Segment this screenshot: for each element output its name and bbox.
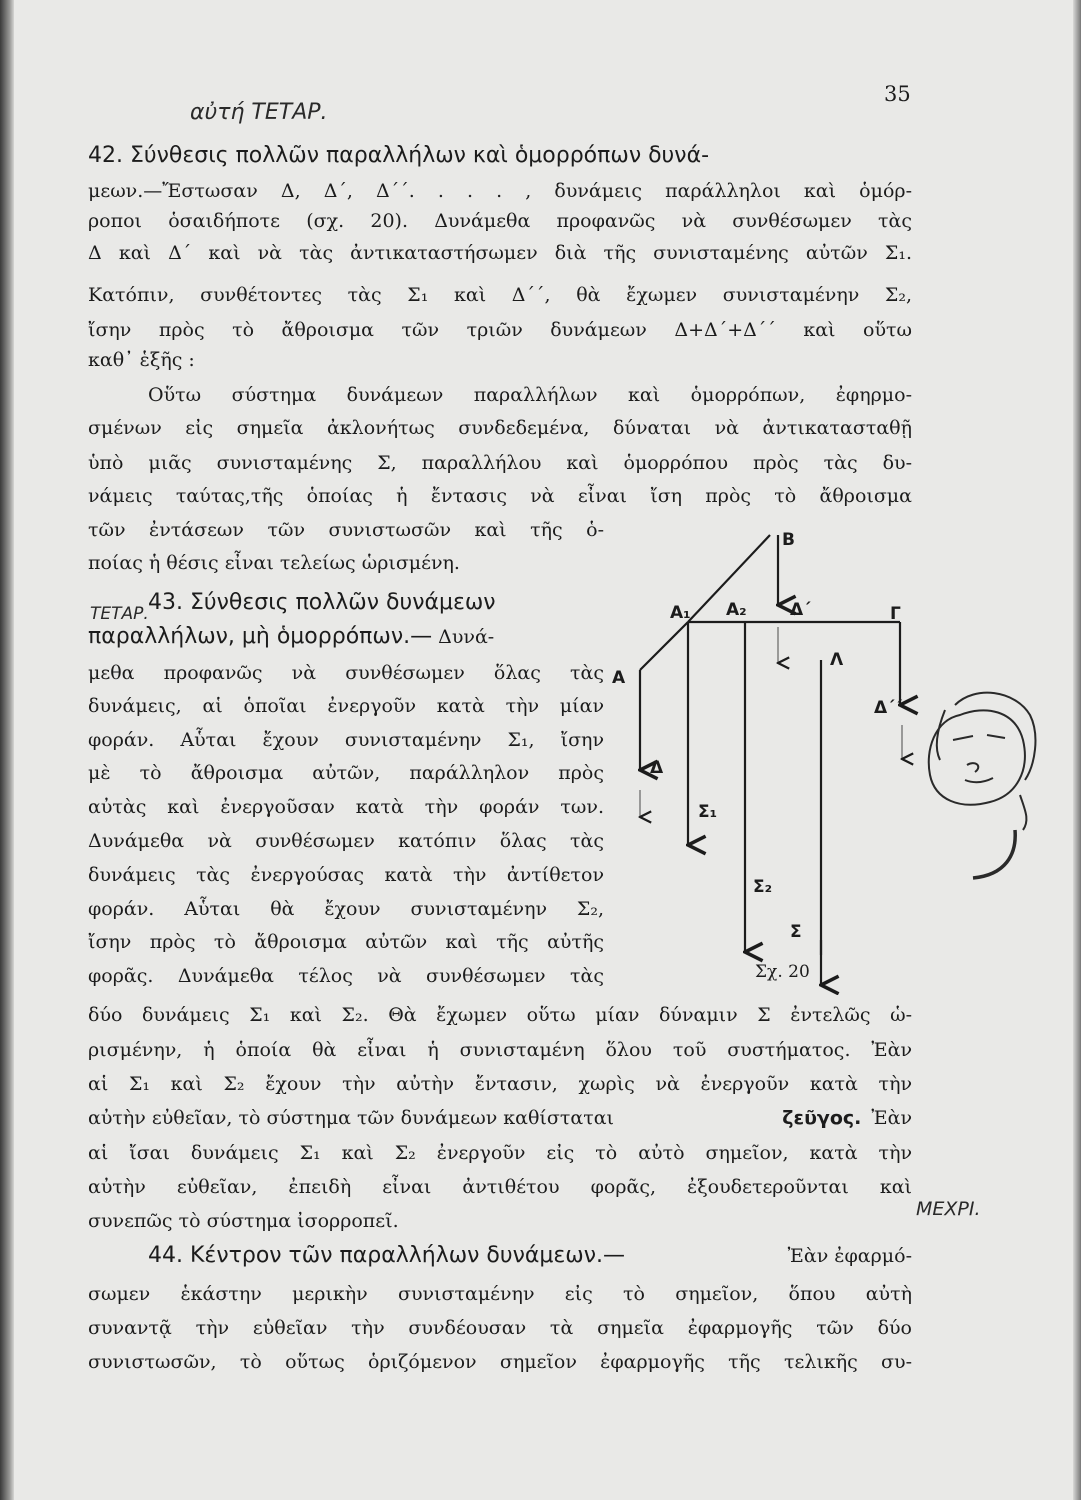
label-s2: Σ₂	[753, 877, 773, 897]
text-fragment: αὐτὴν εὐθεῖαν, τὸ σύστημα τῶν δυνάμεων καθίσταται	[88, 1107, 614, 1129]
text-line: ἴσην πρὸς τὸ ἄθροισμα αὐτῶν καὶ τῆς αὐτῆς	[88, 931, 604, 953]
label-a2: A₂	[726, 600, 747, 620]
text-line-zeugos	[88, 1105, 912, 1131]
handwritten-note-right: ΜΕΧΡΙ.	[916, 1198, 981, 1220]
label-d-prime: Δ΄	[790, 600, 811, 620]
text-line: μεθα προφανῶς νὰ συνθέσωμεν ὅλας τὰς	[88, 662, 604, 684]
text-line: φοράν. Αὗται θὰ ἔχουν συνισταμένην Σ₂,	[88, 898, 604, 920]
text-line: σωμεν ἑκάστην μερικὴν συνισταμένην εἰς τὸ σημεῖον, ὅπου αὐτὴ	[88, 1283, 912, 1305]
text-line: Δυνάμεθα νὰ συνθέσωμεν κατόπιν ὅλας τὰς	[88, 830, 604, 852]
section-44-title-text: Κέντρον τῶν παραλλήλων δυνάμεων.—	[190, 1243, 626, 1268]
section-44-heading	[148, 1243, 912, 1269]
handwritten-note-left: ΤΕΤΑΡ.	[90, 604, 149, 624]
text-line: ὑπὸ μιᾶς συνισταμένης Σ, παραλλήλου καὶ ὁμορρόπου πρὸς τὰς δυ-	[88, 452, 912, 474]
text-line: καθ᾿ ἑξῆς :	[88, 349, 195, 371]
page-edge	[1073, 0, 1081, 1500]
text-line: ποίας ἡ θέσις εἶναι τελείως ὡρισμένη.	[88, 552, 460, 574]
text-line: φορᾶς. Δυνάμεθα τέλος νὰ συνθέσωμεν τὰς	[88, 965, 604, 987]
page-binding-shadow	[0, 0, 14, 1500]
text-line: αἱ Σ₁ καὶ Σ₂ ἔχουν τὴν αὐτὴν ἔντασιν, χωρὶς νὰ ἐνεργοῦν κατὰ τὴν	[88, 1073, 912, 1095]
text-line: συναντᾷ τὴν εὐθεῖαν τὴν συνδέουσαν τὰ σημεῖα ἐφαρμογῆς τῶν δύο	[88, 1317, 912, 1339]
force-diagram	[600, 515, 920, 995]
text-line: αὐτὴν εὐθεῖαν, ἐπειδὴ εἶναι ἀντιθέτου φορᾶς, ἐξουδετεροῦνται καὶ	[88, 1176, 912, 1198]
text-line: τῶν ἐντάσεων τῶν συνιστωσῶν καὶ τῆς ὁ-	[88, 519, 604, 541]
text-line: συνεπῶς τὸ σύστημα ἰσορροπεῖ.	[88, 1210, 399, 1232]
text-line: αὐτὰς καὶ ἐνεργοῦσαν κατὰ τὴν φοράν των.	[88, 796, 604, 818]
text-line: ἴσην πρὸς τὸ ἄθροισμα τῶν τριῶν δυνάμεων Δ+Δ΄+Δ΄΄ καὶ οὕτω	[88, 319, 912, 341]
label-s: Σ	[790, 922, 802, 942]
section-43-title-cont: παραλλήλων, μὴ ὁμορρόπων.—	[88, 624, 433, 649]
text-line: Δ καὶ Δ΄ καὶ νὰ τὰς ἀντικαταστήσωμεν διὰ τῆς συνισταμένης αὐτῶν Σ₁.	[88, 242, 912, 264]
text-line: μὲ τὸ ἄθροισμα αὐτῶν, παράλληλον πρὸς	[88, 762, 604, 784]
figure-caption: Σχ. 20	[755, 962, 810, 982]
text-line: ρισμένην, ἡ ὁποία θὰ εἶναι ἡ συνισταμένη ὅλου τοῦ συστήματος. Ἐὰν	[88, 1039, 912, 1061]
label-lambda: Λ	[830, 650, 844, 670]
handwritten-note-top: αὐτή ΤΕΤΑΡ.	[190, 100, 328, 125]
section-44-number: 44.	[148, 1243, 183, 1268]
text-line: σμένων εἰς σημεῖα ἀκλονήτως συνδεδεμένα, δύναται νὰ ἀντικατασταθῇ	[88, 417, 912, 439]
text-line: ροποι ὁσαιδήποτε (σχ. 20). Δυνάμεθα προφανῶς νὰ συνθέσωμεν τὰς	[88, 210, 912, 232]
section-43-number: 43.	[148, 590, 183, 615]
text-line: δύο δυνάμεις Σ₁ καὶ Σ₂. Θὰ ἔχωμεν οὕτω μίαν δύναμιν Σ ἐντελῶς ὡ-	[88, 1004, 912, 1026]
label-s1: Σ₁	[698, 802, 718, 822]
section-44-title	[148, 1243, 625, 1269]
text-line: Κατόπιν, συνθέτοντες τὰς Σ₁ καὶ Δ΄΄, θὰ ἔχωμεν συνισταμένην Σ₂,	[88, 284, 912, 306]
section-43-title: Σύνθεσις πολλῶν δυνάμεων	[190, 590, 496, 615]
text-fragment: Ἐὰν	[871, 1107, 912, 1129]
text-fragment: Δυνά-	[438, 626, 495, 648]
text-line: Οὕτω σύστημα δυνάμεων παραλλήλων καὶ ὁμορρόπων, ἐφηρμο-	[148, 384, 912, 406]
section-43-heading-line2	[88, 624, 604, 650]
text-line: δυνάμεις τὰς ἐνεργούσας κατὰ τὴν ἀντίθετον	[88, 864, 604, 886]
text-line: αἱ ἴσαι δυνάμεις Σ₁ καὶ Σ₂ ἐνεργοῦν εἰς τὸ αὐτὸ σημεῖον, κατὰ τὴν	[88, 1142, 912, 1164]
label-d: Δ	[650, 758, 664, 778]
text-line: φοράν. Αὗται ἔχουν συνισταμένην Σ₁, ἴσην	[88, 729, 604, 751]
text-line: μεων.—Ἔστωσαν Δ, Δ΄, Δ΄΄. . . . , δυνάμεις παράλληλοι καὶ ὁμόρ-	[88, 180, 912, 202]
zeugos-term: ζεῦγος.	[782, 1107, 862, 1129]
section-42-heading	[88, 143, 912, 169]
section-42-title: Σύνθεσις πολλῶν παραλλήλων καὶ ὁμορρόπων δυνά-	[130, 143, 710, 168]
label-b: B	[782, 530, 795, 550]
label-a1: A₁	[670, 603, 691, 623]
section-43-heading	[148, 590, 604, 616]
text-line: δυνάμεις, αἱ ὁποῖαι ἐνεργοῦν κατὰ τὴν μίαν	[88, 695, 604, 717]
doodle-face-sketch	[905, 680, 1055, 900]
section-42-number: 42.	[88, 143, 123, 168]
label-d-double-prime: Δ΄΄	[874, 698, 903, 718]
text-fragment: Ἐὰν ἐφαρμό-	[787, 1245, 912, 1267]
text-line: νάμεις ταύτας,τῆς ὁποίας ἡ ἔντασις νὰ εἶναι ἴση πρὸς τὸ ἄθροισμα	[88, 485, 912, 507]
text-line: συνιστωσῶν, τὸ οὕτως ὁριζόμενον σημεῖον ἐφαρμογῆς τῆς τελικῆς συ-	[88, 1351, 912, 1373]
connecting-line-diag	[640, 622, 688, 670]
label-g: Γ	[890, 604, 901, 624]
label-a: A	[612, 668, 626, 688]
page-number: 35	[884, 82, 911, 106]
